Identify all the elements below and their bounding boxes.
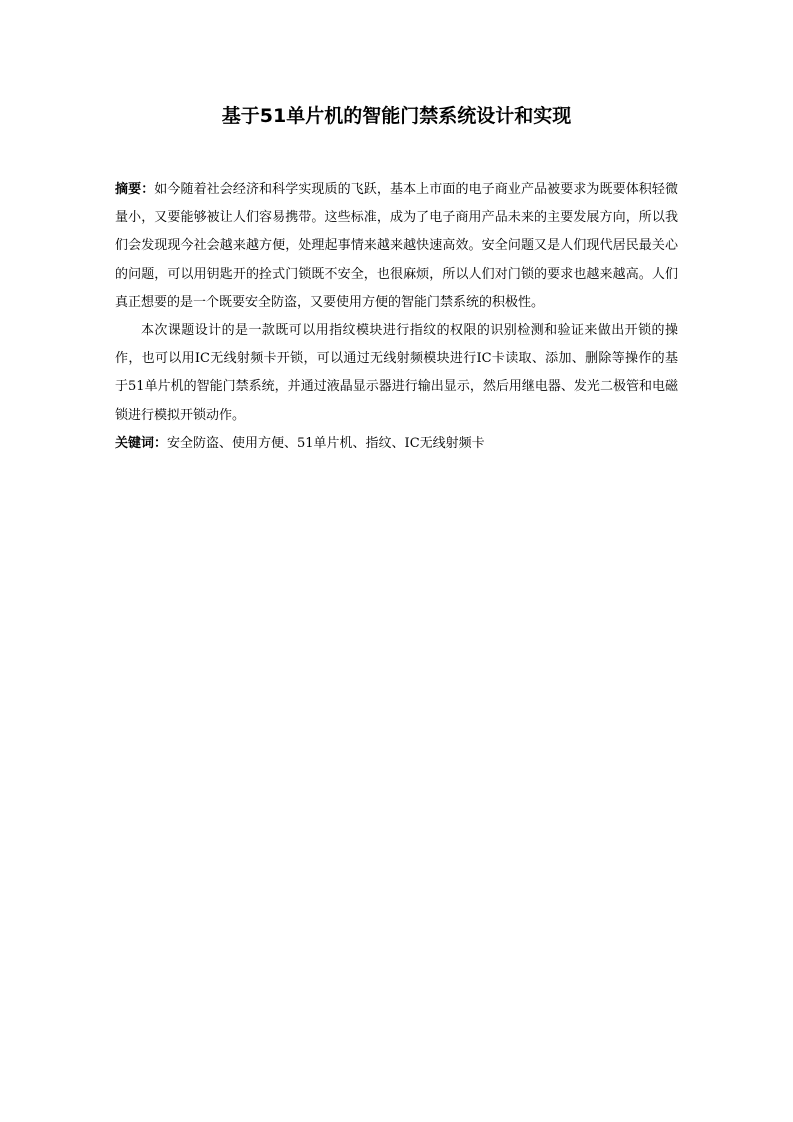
- abstract-text-1: 如今随着社会经济和科学实现质的飞跃，基本上市面的电子商业产品被要求为既要体积轻微量小，又要能够被让人们容易携带。这些标准，成为了电子商用产品未来的主要发展方向，所以我们会发现现今社会越来越方便，处理起事情来越来越快速高效。安全问题又是人们现代居民最关心的问题，可以用钥匙开的拴式门锁既不安全，也很麻烦，所以人们对门锁的要求也越来越高。人们真正想要的是一个既要安全防盗，又要使用方便的智能门禁系统的积极性。: [115, 182, 678, 310]
- abstract-text-2: 本次课题设计的是一款既可以用指纹模块进行指纹的权限的识别检测和验证来做出开锁的操作，也可以用IC无线射频卡开锁，可以通过无线射频模块进行IC卡读取、添加、删除等操作的基于51单片机的智能门禁系统，并通过液晶显示器进行输出显示，然后用继电器、发光二极管和电磁锁进行模拟开锁动作。: [115, 323, 678, 423]
- abstract-paragraph-1: [115, 176, 678, 317]
- abstract-label: 摘要：: [115, 182, 155, 197]
- keywords-label: 关键词：: [115, 435, 168, 451]
- keywords-line: [115, 430, 678, 458]
- abstract-paragraph-2: [115, 317, 678, 430]
- abstract-section: [115, 176, 678, 458]
- document-title: 基于51单片机的智能门禁系统设计和实现: [221, 105, 572, 127]
- keywords-text: 安全防盗、使用方便、51单片机、指纹、IC无线射频卡: [167, 435, 485, 451]
